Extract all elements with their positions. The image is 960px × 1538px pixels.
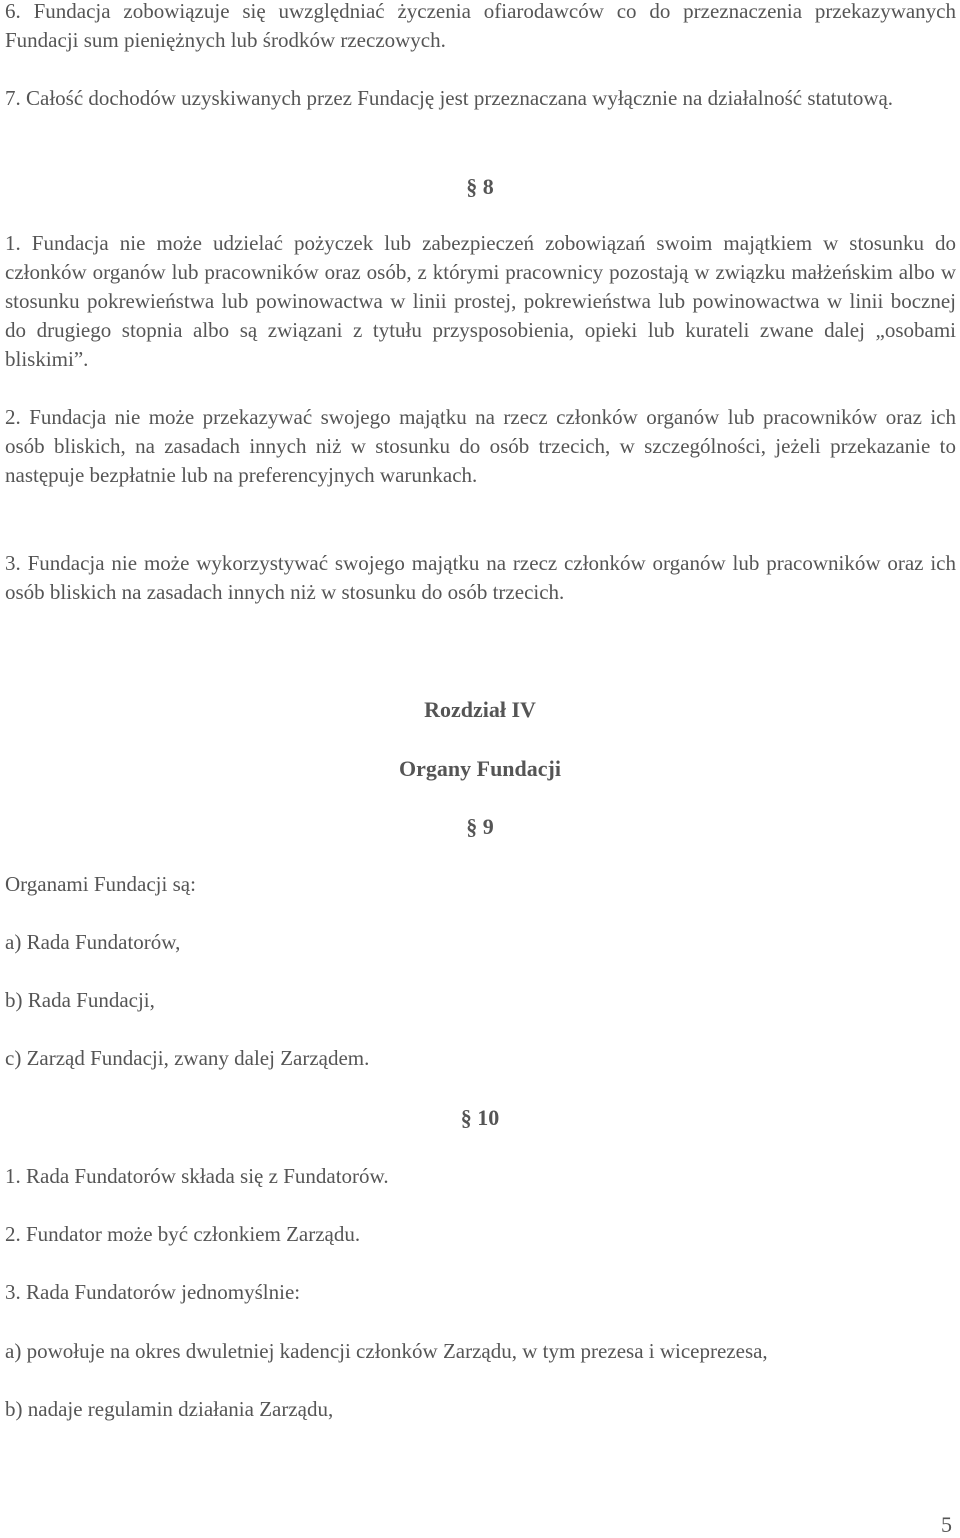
section-8-paragraph-2: 2. Fundacja nie może przekazywać swojego majątku na rzecz członków organów lub pracowników oraz ich osób bliskich, na zasadach innych niż w stosunku do osób trzecich, w szczególności, jeżeli przekazanie to następuje bezpłatnie lub na preferencyjnych warunkach. xyxy=(5,405,956,487)
section-10-item-b: b) nadaje regulamin działania Zarządu, xyxy=(5,1397,334,1421)
section-10-paragraph-1: 1. Rada Fundatorów składa się z Fundatorów. xyxy=(5,1164,389,1188)
chapter-number: Rozdział IV xyxy=(424,697,536,722)
section-8-paragraph-3: 3. Fundacja nie może wykorzystywać swojego majątku na rzecz członków organów lub pracowników oraz ich osób bliskich na zasadach innych niż w stosunku do osób trzecich. xyxy=(5,551,956,604)
section-9-heading: § 9 xyxy=(466,814,494,839)
section-9-item-a: a) Rada Fundatorów, xyxy=(5,930,181,954)
section-9-intro: Organami Fundacji są: xyxy=(5,872,196,896)
section-10-paragraph-2: 2. Fundator może być członkiem Zarządu. xyxy=(5,1222,361,1246)
section-8-paragraph-1: 1. Fundacja nie może udzielać pożyczek lub zabezpieczeń zobowiązań swoim majątkiem w stosunku do członków organów lub pracowników oraz osób, z którymi pracownicy pozostają w związku małżeńskim albo w stosunku pokrewieństwa lub powinowactwa w linii prostej, pokrewieństwa lub powinowactwa w linii bocznej do drugiego stopnia albo są związani z tytułu przysposobienia, opieki lub kurateli zwane dalej „osobami bliskimi”. xyxy=(5,231,956,371)
chapter-title: Organy Fundacji xyxy=(399,756,561,781)
section-8-heading: § 8 xyxy=(466,174,494,199)
section-10-heading: § 10 xyxy=(460,1105,500,1130)
section-10-paragraph-3: 3. Rada Fundatorów jednomyślnie: xyxy=(5,1280,301,1304)
section-9-item-c: c) Zarząd Fundacji, zwany dalej Zarządem. xyxy=(5,1046,370,1070)
paragraph-6: 6. Fundacja zobowiązuje się uwzględniać życzenia ofiarodawców co do przeznaczenia przekazywanych Fundacji sum pieniężnych lub środków rzeczowych. xyxy=(5,0,956,52)
section-10-item-a: a) powołuje na okres dwuletniej kadencji członków Zarządu, w tym prezesa i wiceprezesa, xyxy=(5,1339,768,1363)
paragraph-7: 7. Całość dochodów uzyskiwanych przez Fundację jest przeznaczana wyłącznie na działalność statutową. xyxy=(5,86,894,110)
page-number: 5 xyxy=(941,1512,952,1537)
section-9-item-b: b) Rada Fundacji, xyxy=(5,988,155,1012)
